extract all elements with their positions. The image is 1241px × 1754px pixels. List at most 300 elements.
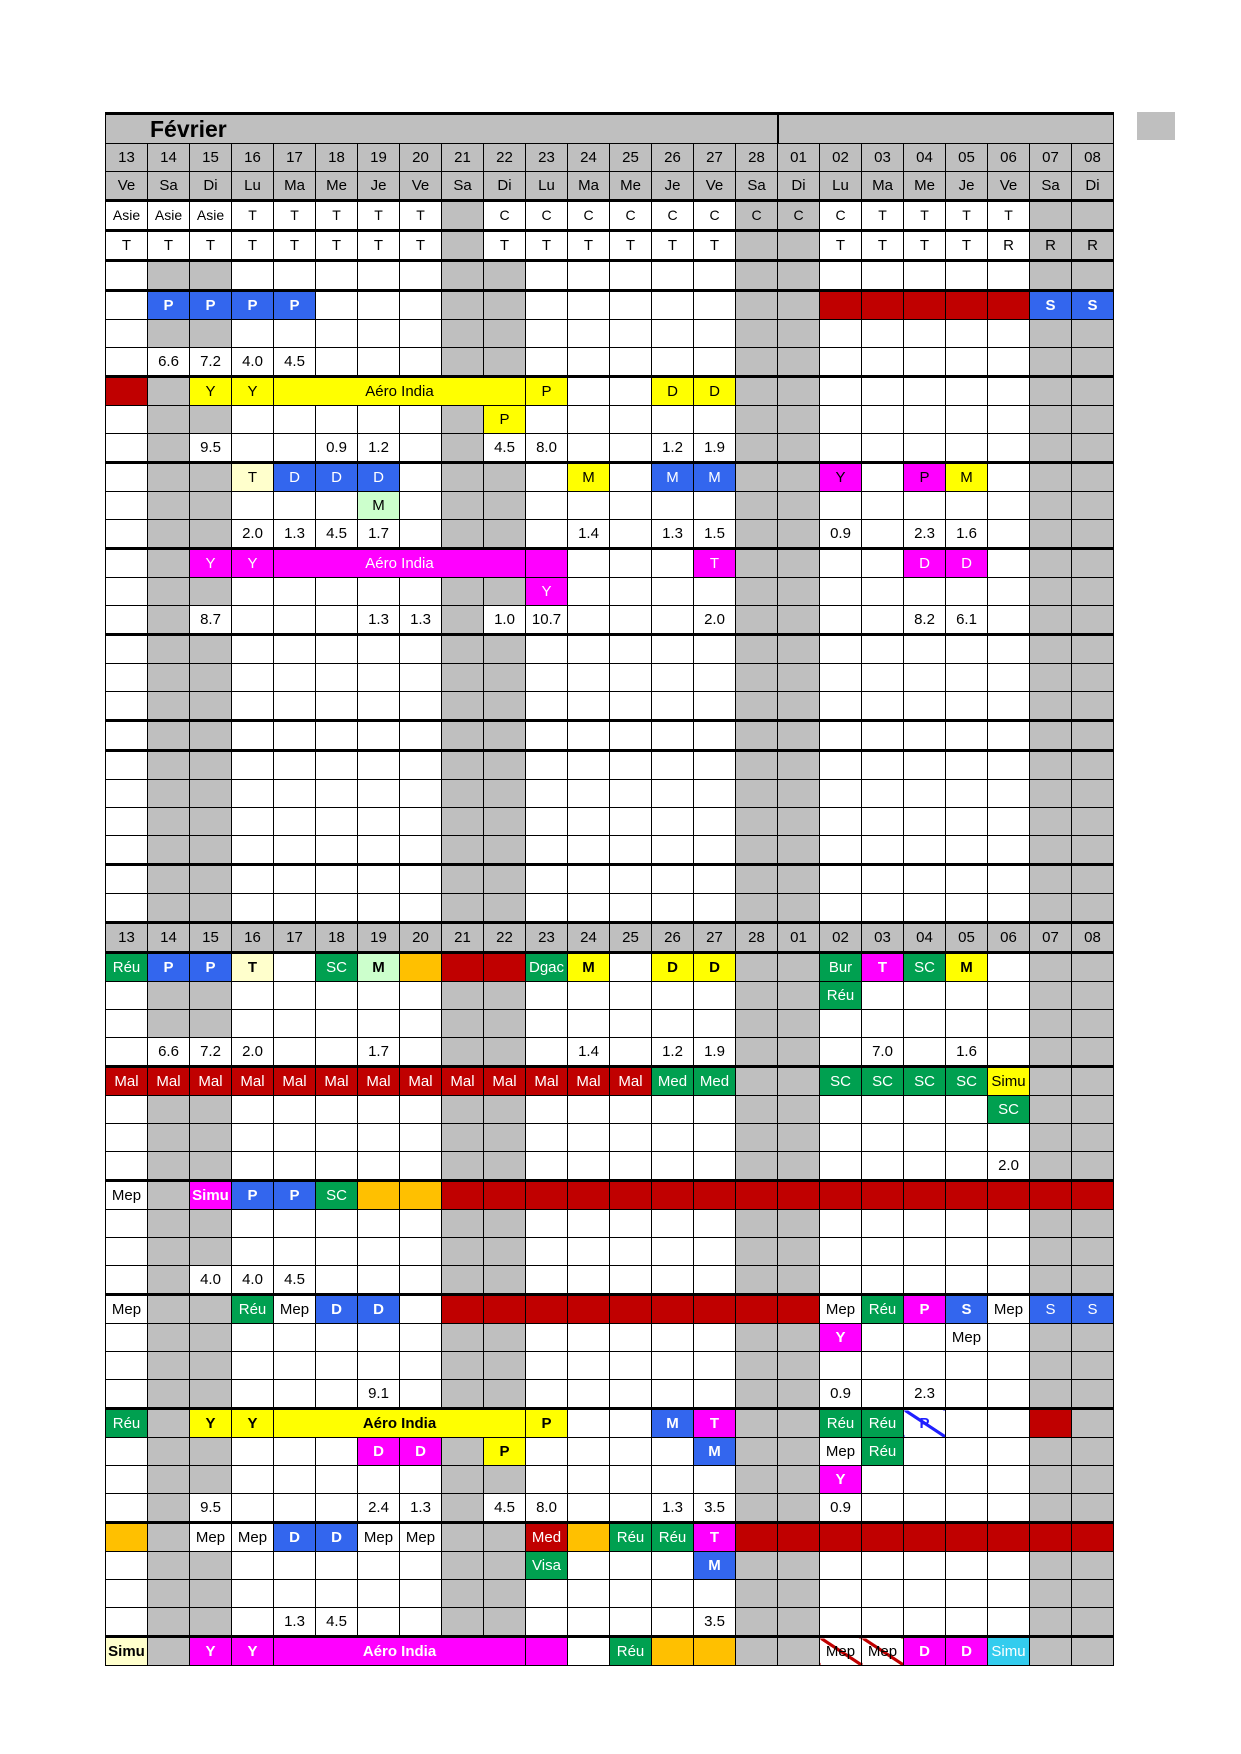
grid-cell <box>442 1238 484 1266</box>
grid-cell <box>610 692 652 721</box>
grid-cell: 2.3 <box>904 520 946 549</box>
grid-cell <box>190 1352 232 1380</box>
grid-cell <box>1072 1438 1114 1466</box>
grid-cell: M <box>568 953 610 982</box>
grid-cell <box>652 982 694 1010</box>
grid-cell <box>568 1210 610 1238</box>
grid-row <box>106 1266 1114 1295</box>
grid-cell <box>106 1352 148 1380</box>
grid-cell <box>736 1010 778 1038</box>
grid-cell <box>232 578 274 606</box>
grid-cell <box>526 291 568 320</box>
grid-cell <box>1030 1523 1072 1552</box>
grid-cell <box>1072 377 1114 406</box>
grid-cell <box>988 348 1030 377</box>
grid-cell: 26 <box>652 923 694 953</box>
grid-cell <box>988 836 1030 865</box>
grid-cell <box>652 1096 694 1124</box>
grid-cell <box>778 1494 820 1523</box>
grid-cell: SC <box>946 1067 988 1096</box>
grid-cell <box>946 1124 988 1152</box>
grid-cell <box>1072 520 1114 549</box>
grid-cell: Ma <box>274 172 316 201</box>
grid-cell <box>484 1580 526 1608</box>
grid-cell <box>442 1438 484 1466</box>
grid-cell: Réu <box>610 1523 652 1552</box>
grid-cell <box>526 1580 568 1608</box>
grid-cell <box>610 865 652 894</box>
grid-cell <box>106 606 148 635</box>
grid-cell <box>610 1552 652 1580</box>
grid-cell <box>736 1238 778 1266</box>
grid-cell: T <box>232 201 274 231</box>
grid-cell <box>988 692 1030 721</box>
grid-cell <box>736 894 778 923</box>
grid-cell <box>610 780 652 808</box>
grid-cell <box>862 1580 904 1608</box>
grid-cell <box>274 692 316 721</box>
grid-cell <box>610 578 652 606</box>
grid-cell: 8.2 <box>904 606 946 635</box>
grid-cell <box>862 377 904 406</box>
grid-cell <box>820 664 862 692</box>
grid-cell <box>484 261 526 291</box>
grid-cell <box>484 1238 526 1266</box>
grid-cell <box>358 894 400 923</box>
grid-cell <box>274 751 316 780</box>
grid-cell <box>232 1552 274 1580</box>
grid-cell <box>358 780 400 808</box>
grid-cell <box>526 1010 568 1038</box>
grid-cell <box>568 836 610 865</box>
grid-cell <box>274 953 316 982</box>
grid-cell: Simu <box>190 1181 232 1210</box>
grid-cell <box>820 1580 862 1608</box>
grid-cell: Ve <box>694 172 736 201</box>
grid-cell <box>568 1409 610 1438</box>
grid-cell <box>106 751 148 780</box>
grid-cell <box>1072 1181 1114 1210</box>
grid-cell <box>610 1238 652 1266</box>
grid-cell <box>568 1552 610 1580</box>
grid-cell: 0.9 <box>820 1380 862 1409</box>
grid-cell <box>1030 1494 1072 1523</box>
grid-cell <box>568 1124 610 1152</box>
grid-cell: S <box>946 1295 988 1324</box>
grid-cell <box>694 1295 736 1324</box>
grid-cell: Ma <box>568 172 610 201</box>
grid-cell <box>862 664 904 692</box>
grid-cell <box>904 492 946 520</box>
grid-cell <box>694 865 736 894</box>
grid-cell <box>778 721 820 751</box>
grid-cell <box>106 1552 148 1580</box>
grid-cell <box>148 1352 190 1380</box>
grid-cell <box>442 664 484 692</box>
grid-cell <box>1072 1038 1114 1067</box>
grid-cell <box>1030 1210 1072 1238</box>
grid-cell <box>526 463 568 492</box>
grid-cell: C <box>568 201 610 231</box>
grid-row <box>106 1352 1114 1380</box>
grid-cell <box>526 1038 568 1067</box>
grid-cell <box>736 1038 778 1067</box>
grid-cell <box>736 865 778 894</box>
grid-cell <box>610 953 652 982</box>
grid-cell <box>1072 201 1114 231</box>
grid-cell: 0.9 <box>316 434 358 463</box>
grid-cell <box>736 836 778 865</box>
grid-row <box>106 578 1114 606</box>
grid-cell: Mep <box>820 1637 862 1666</box>
grid-cell <box>736 808 778 836</box>
grid-cell <box>400 1096 442 1124</box>
grid-cell <box>610 836 652 865</box>
grid-cell <box>946 1010 988 1038</box>
grid-cell: 08 <box>1072 144 1114 172</box>
grid-cell <box>190 1295 232 1324</box>
grid-cell: 04 <box>904 144 946 172</box>
grid-cell: 9.1 <box>358 1380 400 1409</box>
grid-cell <box>1072 549 1114 578</box>
grid-cell <box>526 836 568 865</box>
grid-cell <box>274 635 316 664</box>
grid-cell <box>484 721 526 751</box>
grid-cell: 2.0 <box>988 1152 1030 1181</box>
grid-cell <box>148 982 190 1010</box>
grid-cell <box>988 721 1030 751</box>
grid-cell: 18 <box>316 144 358 172</box>
grid-cell <box>400 320 442 348</box>
grid-cell <box>106 721 148 751</box>
grid-cell <box>1072 578 1114 606</box>
grid-cell: 3.5 <box>694 1608 736 1637</box>
grid-cell <box>736 953 778 982</box>
grid-cell <box>526 1096 568 1124</box>
grid-cell <box>232 1438 274 1466</box>
grid-cell: 1.3 <box>274 520 316 549</box>
grid-cell: Y <box>190 1409 232 1438</box>
grid-cell <box>778 1152 820 1181</box>
grid-row <box>106 1608 1114 1637</box>
grid-cell <box>946 261 988 291</box>
grid-cell <box>400 406 442 434</box>
grid-cell <box>148 865 190 894</box>
grid-cell <box>1030 1324 1072 1352</box>
grid-cell <box>106 1466 148 1494</box>
grid-cell <box>106 348 148 377</box>
grid-cell <box>1072 1096 1114 1124</box>
grid-cell: M <box>694 1552 736 1580</box>
grid-cell <box>778 1096 820 1124</box>
grid-cell <box>526 406 568 434</box>
grid-cell <box>946 1608 988 1637</box>
grid-cell <box>610 1352 652 1380</box>
grid-cell <box>1072 1608 1114 1637</box>
grid-row <box>106 1096 1114 1124</box>
grid-cell <box>274 578 316 606</box>
grid-cell <box>694 780 736 808</box>
grid-cell <box>694 1466 736 1494</box>
grid-cell <box>106 780 148 808</box>
grid-cell: SC <box>904 1067 946 1096</box>
grid-cell: Aéro India <box>274 1637 526 1666</box>
grid-cell: Visa <box>526 1552 568 1580</box>
grid-cell <box>862 780 904 808</box>
grid-cell: 0.9 <box>820 520 862 549</box>
grid-cell <box>316 1438 358 1466</box>
grid-cell <box>946 751 988 780</box>
grid-cell <box>820 1038 862 1067</box>
grid-cell <box>106 635 148 664</box>
grid-cell <box>358 261 400 291</box>
grid-row <box>106 1552 1114 1580</box>
grid-cell <box>1072 1494 1114 1523</box>
grid-cell <box>526 808 568 836</box>
grid-cell <box>358 1124 400 1152</box>
grid-row <box>106 520 1114 549</box>
grid-cell: Ve <box>400 172 442 201</box>
grid-cell: Je <box>652 172 694 201</box>
grid-cell: 25 <box>610 144 652 172</box>
grid-cell <box>862 406 904 434</box>
grid-cell: P <box>274 1181 316 1210</box>
grid-cell <box>274 492 316 520</box>
grid-cell <box>988 751 1030 780</box>
grid-cell <box>862 635 904 664</box>
grid-cell <box>1072 1380 1114 1409</box>
grid-cell <box>442 1295 484 1324</box>
grid-cell <box>736 1552 778 1580</box>
grid-cell <box>1072 1124 1114 1152</box>
grid-cell <box>736 578 778 606</box>
grid-cell <box>190 982 232 1010</box>
grid-cell <box>106 377 148 406</box>
grid-cell <box>610 664 652 692</box>
grid-cell: Simu <box>106 1637 148 1666</box>
grid-cell: Mal <box>106 1067 148 1096</box>
grid-cell <box>904 1438 946 1466</box>
grid-cell <box>736 1637 778 1666</box>
grid-cell <box>946 1266 988 1295</box>
grid-cell <box>148 1380 190 1409</box>
grid-cell <box>190 1608 232 1637</box>
grid-cell <box>1072 463 1114 492</box>
grid-cell <box>442 836 484 865</box>
grid-cell <box>736 1096 778 1124</box>
grid-cell: Mal <box>274 1067 316 1096</box>
grid-cell <box>400 1295 442 1324</box>
grid-cell <box>358 751 400 780</box>
grid-cell <box>274 320 316 348</box>
grid-cell <box>652 836 694 865</box>
grid-cell <box>400 1608 442 1637</box>
grid-cell <box>652 606 694 635</box>
grid-cell: 1.5 <box>694 520 736 549</box>
grid-cell: R <box>1072 231 1114 261</box>
grid-cell <box>904 1608 946 1637</box>
grid-cell <box>610 1038 652 1067</box>
grid-cell <box>232 1238 274 1266</box>
grid-row <box>106 291 1114 320</box>
grid-cell <box>610 894 652 923</box>
grid-cell <box>442 982 484 1010</box>
grid-cell <box>484 348 526 377</box>
grid-cell <box>484 1523 526 1552</box>
grid-cell: 27 <box>694 144 736 172</box>
grid-cell <box>148 463 190 492</box>
grid-cell <box>526 721 568 751</box>
grid-cell: 1.3 <box>400 606 442 635</box>
grid-cell <box>862 1523 904 1552</box>
grid-cell: Sa <box>148 172 190 201</box>
grid-cell: D <box>652 377 694 406</box>
grid-cell: Sa <box>1030 172 1072 201</box>
grid-cell: 16 <box>232 144 274 172</box>
grid-cell <box>820 291 862 320</box>
grid-cell <box>1030 1266 1072 1295</box>
grid-cell <box>274 1438 316 1466</box>
grid-cell <box>400 463 442 492</box>
grid-cell <box>526 1238 568 1266</box>
grid-cell <box>568 1494 610 1523</box>
grid-cell <box>358 1238 400 1266</box>
grid-cell <box>778 463 820 492</box>
grid-cell <box>946 1181 988 1210</box>
grid-cell <box>988 1181 1030 1210</box>
grid-cell: M <box>652 463 694 492</box>
grid-cell <box>1072 348 1114 377</box>
grid-cell <box>190 492 232 520</box>
grid-cell <box>778 894 820 923</box>
grid-cell <box>232 751 274 780</box>
grid-cell <box>904 291 946 320</box>
grid-cell: 01 <box>778 923 820 953</box>
grid-cell <box>106 865 148 894</box>
grid-cell <box>1072 721 1114 751</box>
grid-cell <box>148 664 190 692</box>
grid-cell: C <box>694 201 736 231</box>
grid-cell: 02 <box>820 923 862 953</box>
grid-cell <box>316 982 358 1010</box>
grid-cell: D <box>316 1523 358 1552</box>
grid-cell <box>400 1552 442 1580</box>
grid-cell <box>526 261 568 291</box>
grid-row <box>106 780 1114 808</box>
grid-cell: SC <box>316 953 358 982</box>
grid-cell <box>946 780 988 808</box>
grid-cell <box>568 434 610 463</box>
grid-cell <box>316 406 358 434</box>
grid-cell: T <box>694 1523 736 1552</box>
grid-cell: D <box>652 953 694 982</box>
grid-cell <box>568 1580 610 1608</box>
grid-cell <box>526 751 568 780</box>
grid-row <box>106 664 1114 692</box>
grid-cell <box>484 1352 526 1380</box>
grid-cell: Mal <box>232 1067 274 1096</box>
grid-cell <box>484 1010 526 1038</box>
grid-cell: D <box>274 1523 316 1552</box>
grid-cell <box>316 1580 358 1608</box>
grid-cell: T <box>106 231 148 261</box>
grid-cell: T <box>862 231 904 261</box>
grid-cell <box>148 1608 190 1637</box>
grid-cell: 2.3 <box>904 1380 946 1409</box>
grid-cell <box>316 721 358 751</box>
grid-row <box>106 549 1114 578</box>
grid-row <box>106 1210 1114 1238</box>
grid-cell <box>484 492 526 520</box>
grid-cell <box>106 463 148 492</box>
grid-cell <box>652 635 694 664</box>
grid-cell <box>1030 982 1072 1010</box>
grid-cell <box>106 492 148 520</box>
grid-cell <box>778 1181 820 1210</box>
schedule-grid <box>105 112 1114 1666</box>
grid-cell <box>484 1096 526 1124</box>
grid-cell: 08 <box>1072 923 1114 953</box>
grid-cell: M <box>652 1409 694 1438</box>
grid-cell <box>568 1238 610 1266</box>
grid-cell: Mal <box>148 1067 190 1096</box>
grid-cell <box>316 291 358 320</box>
grid-row <box>106 320 1114 348</box>
grid-cell <box>442 1352 484 1380</box>
grid-cell <box>484 808 526 836</box>
grid-cell <box>232 606 274 635</box>
grid-cell <box>610 1324 652 1352</box>
grid-cell <box>904 1010 946 1038</box>
grid-cell <box>316 1380 358 1409</box>
grid-cell: 14 <box>148 144 190 172</box>
grid-cell <box>148 520 190 549</box>
grid-cell <box>400 664 442 692</box>
grid-cell: 21 <box>442 923 484 953</box>
grid-cell <box>190 1124 232 1152</box>
grid-cell <box>442 201 484 231</box>
grid-cell <box>358 348 400 377</box>
grid-cell <box>442 520 484 549</box>
grid-cell: 18 <box>316 923 358 953</box>
grid-cell <box>778 1010 820 1038</box>
grid-cell <box>862 320 904 348</box>
grid-cell <box>484 1266 526 1295</box>
grid-cell <box>988 1494 1030 1523</box>
grid-cell <box>484 894 526 923</box>
grid-cell <box>652 492 694 520</box>
grid-cell <box>526 1295 568 1324</box>
grid-cell <box>736 1608 778 1637</box>
grid-row <box>106 377 1114 406</box>
grid-cell <box>946 1152 988 1181</box>
grid-cell: Sa <box>736 172 778 201</box>
grid-cell: Mep <box>988 1295 1030 1324</box>
grid-cell <box>946 1352 988 1380</box>
grid-cell <box>526 1152 568 1181</box>
grid-cell <box>820 751 862 780</box>
grid-cell <box>106 1324 148 1352</box>
sheet-edge-filler <box>1137 112 1175 140</box>
grid-cell: Y <box>820 463 862 492</box>
grid-cell: T <box>694 231 736 261</box>
grid-cell <box>148 692 190 721</box>
grid-cell <box>1072 1210 1114 1238</box>
grid-cell <box>568 291 610 320</box>
grid-cell <box>904 377 946 406</box>
grid-cell <box>904 664 946 692</box>
grid-row <box>106 1409 1114 1438</box>
